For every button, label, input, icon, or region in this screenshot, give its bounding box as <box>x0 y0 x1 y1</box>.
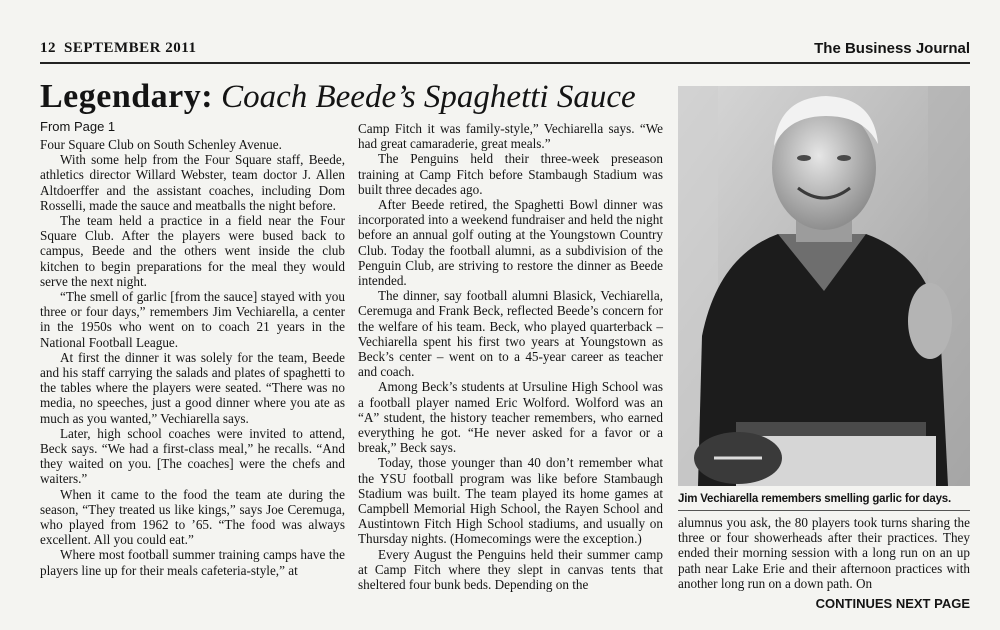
portrait-illustration <box>678 86 970 486</box>
paragraph: Today, those younger than 40 don’t remember what the YSU football program was like before Stambaugh Stadium was built. The team played its home games at Campbell Memorial High School, the Rayen School and Austintown Fitch High School stadiums, and usually on Thursday nights. (Homecomings were the exception.) <box>358 455 663 547</box>
paragraph: After Beede retired, the Spaghetti Bowl dinner was incorporated into a weekend fundraiser and held the night before an annual golf outing at the Youngstown Country Club. Today the football alumni, as a subdivision of the Penguin Club, are striving to restore the dinner as Beede intended. <box>358 197 663 289</box>
headline-lead: Legendary: <box>40 78 214 115</box>
paragraph: The team held a practice in a field near the Four Square Club. After the players were bused back to campus, Beede and the others went inside the club kitchen to begin preparations for the meal they would serve the next night. <box>40 213 345 289</box>
paragraph: The Penguins held their three-week preseason training at Camp Fitch before Stambaugh Stadium was built three decades ago. <box>358 151 663 197</box>
paragraph: “The smell of garlic [from the sauce] stayed with you three or four days,” remembers Jim Vechiarella, a center in the 1950s who went on to coach 21 years in the National Football League. <box>40 289 345 350</box>
page-number: 12 <box>40 40 56 56</box>
issue-date: SEPTEMBER 2011 <box>64 40 197 56</box>
paragraph: Later, high school coaches were invited to attend, Beck says. “We had a first-class meal,” he recalls. “And they waited on you. [The coaches] were the chefs and waiters.” <box>40 425 345 487</box>
headline <box>40 78 670 116</box>
portrait-photo <box>678 86 970 486</box>
paragraph: Four Square Club on South Schenley Avenue. <box>40 137 282 152</box>
from-page-label: From Page 1 <box>40 119 116 134</box>
headline-subtitle: Coach Beede’s Spaghetti Sauce <box>221 79 636 115</box>
paragraph: When it came to the food the team ate during the season, “They treated us like kings,” says Joe Ceremuga, who played from 1962 to ’65. “The food was always excellent. All you could eat.” <box>40 486 345 548</box>
paragraph: alumnus you ask, the 80 players took turns sharing the three or four showerheads after their practices. They ended their morning session with a long run on an up path near Lake Erie and their afternoon practices with another long run on a down path. On <box>678 515 970 591</box>
paragraph: At first the dinner it was solely for the team, Beede and his staff carrying the salads and plates of spaghetti to the tables where the players were seated. “There was no media, no speeches, just a good dinner where you ate as much as you wanted,” Vechiarella says. <box>40 349 345 426</box>
paragraph: Where most football summer training camps have the players line up for their meals cafeteria-style,” at <box>40 547 345 578</box>
publication-name: The Business Journal <box>814 40 970 57</box>
caption-rule <box>678 510 970 511</box>
paragraph: The dinner, say football alumni Blasick, Vechiarella, Ceremuga and Frank Beck, reflected Beede’s concern for the welfare of his team. Beck, who played quarterback – Vechiarella spent his first two years at Youngstown as Beck’s center – went on to a 45-year career as teacher and coach. <box>358 288 663 380</box>
photo-caption: Jim Vechiarella remembers smelling garlic for days. <box>678 493 951 505</box>
article-column-2 <box>358 121 663 592</box>
page-header <box>40 38 970 60</box>
continues-next-page: CONTINUES NEXT PAGE <box>815 596 970 611</box>
paragraph: Among Beck’s students at Ursuline High School was a football player named Eric Wolford. Wolford was an “A” student, the history teacher remembers, who earned everything he got. “He never asked for a favor or a break,” Beck says. <box>358 379 663 456</box>
paragraph: Every August the Penguins held their summer camp at Camp Fitch where they slept in canvas tents that sheltered four bunk beds. Depending on the <box>358 546 663 593</box>
article-column-3 <box>678 515 970 591</box>
paragraph: Camp Fitch it was family-style,” Vechiarella says. “We had great camaraderie, great meals.” <box>358 121 663 152</box>
paragraph: With some help from the Four Square staff, Beede, athletics director Willard Webster, team doctor J. Allen Altdoerffer and the assistant coaches, including Dom Rosselli, made the sauce and meatballs the night before. <box>40 152 345 213</box>
article-column-1 <box>40 137 345 578</box>
header-rule <box>40 62 970 64</box>
